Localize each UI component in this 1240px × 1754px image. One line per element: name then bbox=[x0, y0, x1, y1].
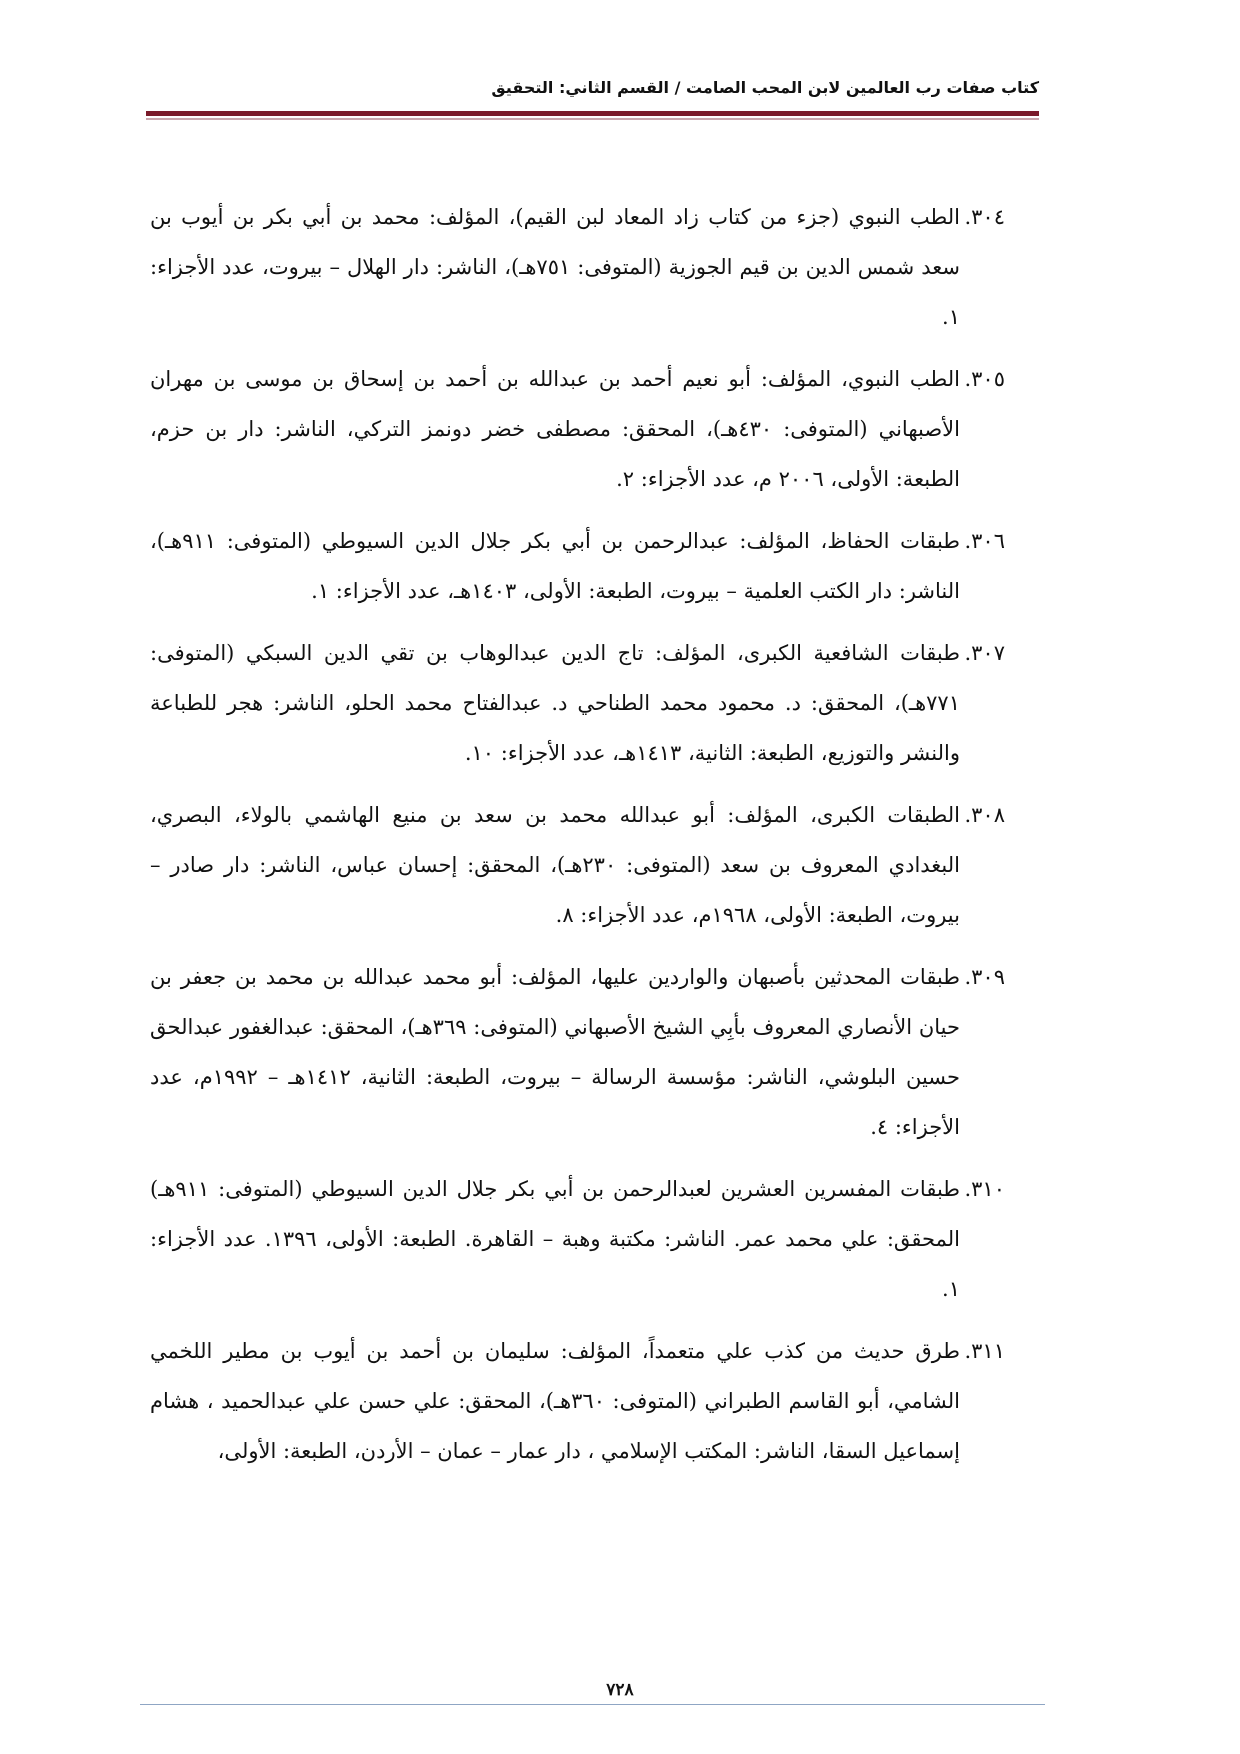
running-header: كتاب صفات رب العالمين لابن المحب الصامت / القسم الثاني: التحقيق bbox=[491, 78, 1039, 97]
bibliography-entry bbox=[150, 1164, 1005, 1314]
entry-text: طبقات الشافعية الكبرى، المؤلف: تاج الدين عبدالوهاب بن تقي الدين السبكي (المتوفى: ٧٧١هـ)، المحقق: د. محمود محمد الطناحي د. عبدالفتاح محمد الحلو، الناشر: هجر للطباعة والنشر والتوزيع، الطبعة: الثانية، ١٤١٣هـ، عدد الأجزاء: ١٠. bbox=[150, 641, 960, 765]
entry-text: الطب النبوي (جزء من كتاب زاد المعاد لبن القيم)، المؤلف: محمد بن أبي بكر بن أيوب بن سعد شمس الدين بن قيم الجوزية (المتوفى: ٧٥١هـ)، الناشر: دار الهلال – بيروت، عدد الأجزاء: ١. bbox=[150, 205, 960, 329]
entry-number: ٣٠٨. bbox=[964, 803, 1005, 827]
bibliography-entry bbox=[150, 628, 1005, 778]
page-number bbox=[0, 1680, 1240, 1700]
entry-text: طرق حديث من كذب علي متعمداً، المؤلف: سليمان بن أحمد بن أيوب بن مطير اللخمي الشامي، أبو القاسم الطبراني (المتوفى: ٣٦٠هـ)، المحقق: علي حسن علي عبدالحميد ، هشام إسماعيل السقا، الناشر: المكتب الإسلامي ، دار عمار – عمان – الأردن، الطبعة: الأولى، bbox=[150, 1339, 960, 1463]
header-rule-thin bbox=[146, 118, 1039, 120]
bibliography-entry bbox=[150, 790, 1005, 940]
entry-number: ٣٠٥. bbox=[964, 367, 1005, 391]
entry-number: ٣١١. bbox=[964, 1339, 1005, 1363]
entry-number: ٣٠٩. bbox=[964, 965, 1005, 989]
entry-text: طبقات الحفاظ، المؤلف: عبدالرحمن بن أبي بكر جلال الدين السيوطي (المتوفى: ٩١١هـ)، الناشر: دار الكتب العلمية – بيروت، الطبعة: الأولى، ١٤٠٣هـ، عدد الأجزاء: ١. bbox=[150, 529, 960, 603]
bibliography-entry bbox=[150, 952, 1005, 1152]
entry-text: الطبقات الكبرى، المؤلف: أبو عبدالله محمد بن سعد بن منيع الهاشمي بالولاء، البصري، البغدادي المعروف بن سعد (المتوفى: ٢٣٠هـ)، المحقق: إحسان عباس، الناشر: دار صادر – بيروت، الطبعة: الأولى، ١٩٦٨م، عدد الأجزاء: ٨. bbox=[150, 803, 960, 927]
entry-text: الطب النبوي، المؤلف: أبو نعيم أحمد بن عبدالله بن أحمد بن إسحاق بن موسى بن مهران الأصبهاني (المتوفى: ٤٣٠هـ)، المحقق: مصطفى خضر دونمز التركي، الناشر: دار بن حزم، الطبعة: الأولى، ٢٠٠٦ م، عدد الأجزاء: ٢. bbox=[150, 367, 960, 491]
bibliography-entry bbox=[150, 516, 1005, 616]
entry-text: طبقات المحدثين بأصبهان والواردين عليها، المؤلف: أبو محمد عبدالله بن محمد بن جعفر بن حيان الأنصاري المعروف بأبِي الشيخ الأصبهاني (المتوفى: ٣٦٩هـ)، المحقق: عبدالغفور عبدالحق حسين البلوشي، الناشر: مؤسسة الرسالة – بيروت، الطبعة: الثانية، ١٤١٢هـ – ١٩٩٢م، عدد الأجزاء: ٤. bbox=[150, 965, 961, 1139]
bibliography-entry bbox=[150, 354, 1005, 504]
entry-number: ٣١٠. bbox=[964, 1177, 1005, 1201]
entry-number: ٣٠٧. bbox=[964, 641, 1005, 665]
footer-rule bbox=[140, 1704, 1045, 1705]
bibliography-entry bbox=[150, 192, 1005, 342]
header-rule bbox=[146, 111, 1039, 116]
entry-number: ٣٠٤. bbox=[964, 205, 1005, 229]
page-number-label: ٧٢٨ bbox=[592, 1680, 647, 1700]
entry-number: ٣٠٦. bbox=[964, 529, 1005, 553]
bibliography-list bbox=[150, 192, 1005, 1488]
bibliography-entry bbox=[150, 1326, 1005, 1476]
entry-text: طبقات المفسرين العشرين لعبدالرحمن بن أبي بكر جلال الدين السيوطي (المتوفى: ٩١١هـ) المحقق: علي محمد عمر. الناشر: مكتبة وهبة – القاهرة. الطبعة: الأولى، ١٣٩٦. عدد الأجزاء: ١. bbox=[150, 1177, 960, 1301]
